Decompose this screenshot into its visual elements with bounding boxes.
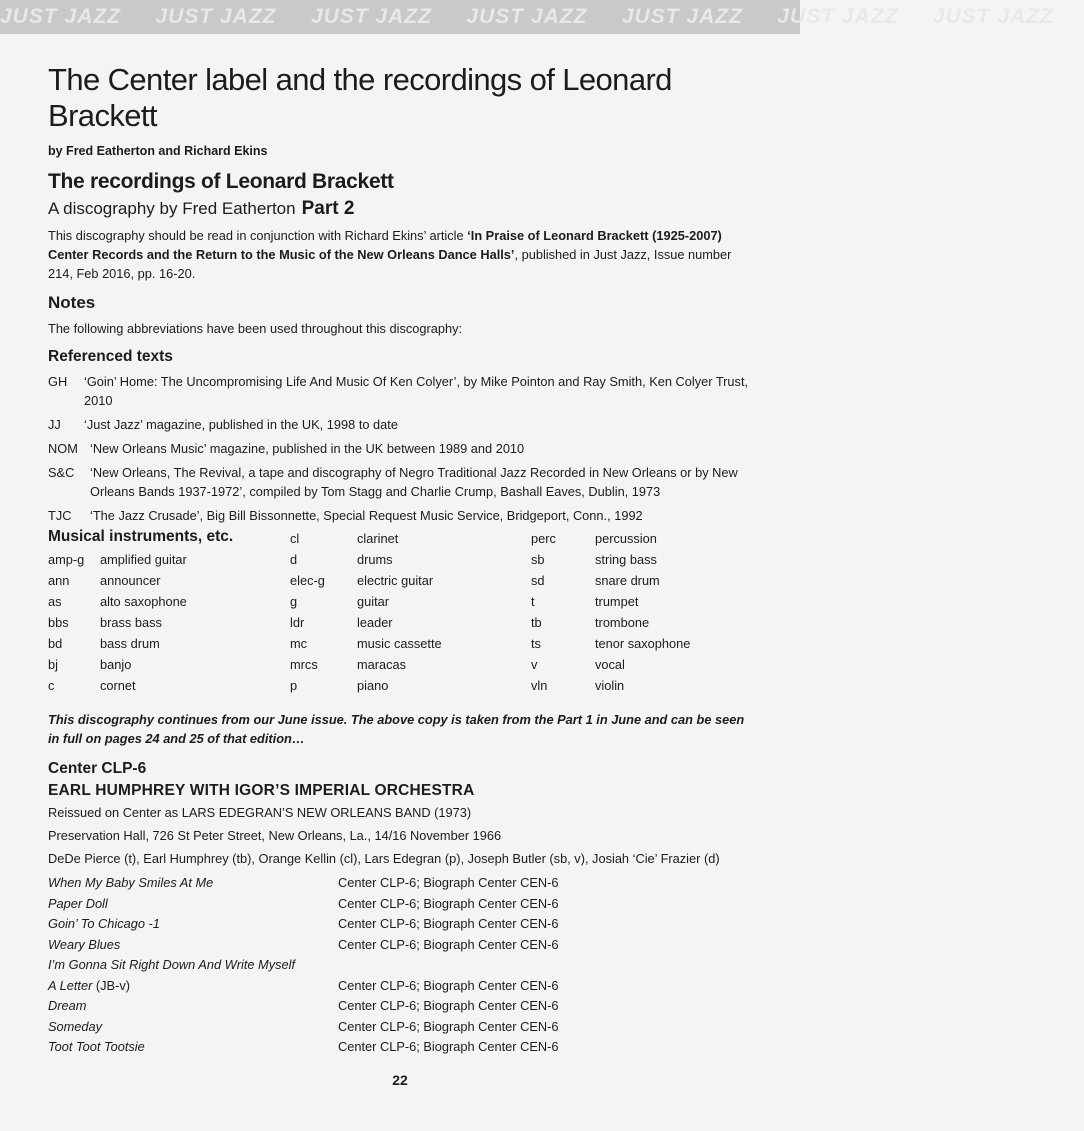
list-item: [48, 654, 290, 675]
banner-text: JUST JAZZ: [310, 5, 432, 28]
instr-abbr: ldr: [290, 615, 305, 630]
list-item: [48, 633, 290, 654]
list-item: [48, 549, 290, 570]
instr-abbr: p: [290, 678, 298, 693]
ref-abbr: TJC: [48, 508, 72, 523]
instr-name: vocal: [595, 657, 625, 672]
list-item: [290, 528, 531, 549]
instr-name: drums: [357, 552, 393, 567]
list-item: [48, 591, 290, 612]
byline: by Fred Eatherton and Richard Ekins: [48, 144, 268, 158]
list-item: [48, 439, 758, 458]
intro-paragraph: [48, 226, 758, 283]
banner-text: JUST JAZZ: [466, 5, 588, 28]
instr-abbr: elec-g: [290, 573, 325, 588]
instr-abbr: amp-g: [48, 552, 85, 567]
instr-name: announcer: [100, 573, 161, 588]
list-item: [531, 570, 745, 591]
list-item: [48, 570, 290, 591]
track-release: Center CLP-6; Biograph Center CEN-6: [338, 916, 559, 931]
track-title: I’m Gonna Sit Right Down And Write Myself: [48, 957, 296, 972]
instruments-column: [531, 528, 745, 696]
list-item: [48, 612, 290, 633]
track-release: Center CLP-6; Biograph Center CEN-6: [338, 875, 559, 890]
list-item: [531, 591, 745, 612]
notes-heading: Notes: [48, 293, 96, 312]
list-item: [290, 654, 531, 675]
track-title: Toot Toot Tootsie: [48, 1039, 145, 1054]
list-item: [48, 976, 758, 997]
track-release: Center CLP-6; Biograph Center CEN-6: [338, 1018, 559, 1034]
track-title: Someday: [48, 1018, 103, 1034]
instr-name: percussion: [595, 531, 657, 546]
subtitle-text: A discography by Fred Eatherton: [48, 199, 296, 218]
instr-name: trumpet: [595, 594, 639, 609]
list-item: [48, 372, 758, 410]
banner-text: JUST JAZZ: [155, 5, 277, 28]
list-item: [290, 570, 531, 591]
instr-abbr: g: [290, 594, 298, 609]
ref-desc: ‘The Jazz Crusade’, Big Bill Bissonnette, Special Request Music Service, Bridgeport, Conn., 1992: [90, 508, 643, 523]
track-list: [48, 873, 758, 1058]
intro-article-title: ‘In Praise of Leonard Brackett (1925-2007) Center Records and the Return to the Music of the New Orleans Dance Halls’: [48, 228, 722, 262]
track-release: Center CLP-6; Biograph Center CEN-6: [338, 977, 559, 993]
list-item: [531, 549, 745, 570]
part-label: Part 2: [301, 198, 355, 219]
list-item: [48, 1037, 758, 1058]
track-release: [448, 955, 758, 976]
track-release: Center CLP-6; Biograph Center CEN-6: [338, 895, 559, 911]
instr-name: tenor saxophone: [595, 636, 691, 651]
band-name: EARL HUMPHREY WITH IGOR’S IMPERIAL ORCHESTRA: [48, 782, 475, 799]
instruments-heading: Musical instruments, etc.: [48, 528, 234, 545]
instr-abbr: vln: [531, 678, 548, 693]
instr-name: music cassette: [357, 636, 442, 651]
instr-abbr: cl: [290, 531, 300, 546]
instr-name: amplified guitar: [100, 552, 187, 567]
instr-name: clarinet: [357, 531, 399, 546]
instr-abbr: c: [48, 678, 55, 693]
instr-abbr: bj: [48, 657, 58, 672]
list-item: [48, 873, 758, 894]
list-item: [531, 633, 745, 654]
track-title: Paper Doll: [48, 895, 108, 911]
list-item: [48, 996, 758, 1017]
track-title: Goin’ To Chicago -1: [48, 916, 160, 931]
banner-text: JUST JAZZ: [777, 5, 899, 28]
list-item: [290, 675, 531, 696]
track-title: When My Baby Smiles At Me: [48, 875, 214, 890]
instruments-column: [290, 528, 531, 696]
instr-abbr: t: [531, 594, 535, 609]
list-item: [531, 528, 745, 549]
instr-name: cornet: [100, 678, 136, 693]
instr-name: banjo: [100, 657, 132, 672]
instr-name: brass bass: [100, 615, 162, 630]
list-item: [48, 463, 758, 501]
instr-abbr: ann: [48, 573, 70, 588]
reissue-info: Reissued on Center as LARS EDEGRAN’S NEW ORLEANS BAND (1973): [48, 805, 472, 820]
list-item: [290, 591, 531, 612]
list-item: [48, 1017, 758, 1038]
venue-info: Preservation Hall, 726 St Peter Street, New Orleans, La., 14/16 November 1966: [48, 828, 502, 843]
ref-abbr: GH: [48, 374, 68, 389]
list-item: [48, 914, 758, 935]
list-item: [531, 654, 745, 675]
list-item: [290, 612, 531, 633]
track-title: Dream: [48, 998, 87, 1013]
notes-text: The following abbreviations have been used throughout this discography:: [48, 321, 463, 336]
session-label: Center CLP-6: [48, 760, 147, 777]
personnel: DeDe Pierce (t), Earl Humphrey (tb), Orange Kellin (cl), Lars Edegran (p), Joseph Butler (sb, v), Josiah ‘Cie’ Frazier (d): [48, 851, 720, 866]
section-heading: The recordings of Leonard Brackett: [48, 170, 394, 193]
instruments-column: [48, 528, 290, 696]
instr-abbr: bd: [48, 636, 63, 651]
list-item: [48, 415, 758, 434]
instr-abbr: as: [48, 594, 62, 609]
subtitle: [48, 198, 758, 220]
page-title: The Center label and the recordings of Leonard Brackett: [48, 62, 672, 133]
instr-name: leader: [357, 615, 393, 630]
instr-name: trombone: [595, 615, 650, 630]
ref-abbr: NOM: [48, 441, 78, 456]
continuation-note: This discography continues from our June issue. The above copy is taken from the Part 1 in June and can be seen in full on pages 24 and 25 of that edition…: [48, 712, 745, 746]
referenced-list: [48, 372, 758, 525]
ref-abbr: S&C: [48, 465, 75, 480]
list-item: [531, 675, 745, 696]
instr-abbr: sd: [531, 573, 545, 588]
instr-abbr: mrcs: [290, 657, 318, 672]
track-release: Center CLP-6; Biograph Center CEN-6: [338, 936, 559, 952]
instr-abbr: d: [290, 552, 298, 567]
ref-desc: ‘New Orleans, The Revival, a tape and discography of Negro Traditional Jazz Recorded in New Orleans or by New Orleans Bands 1937-1972’, compiled by Tom Stagg and Charlie Crump, Bashall Eaves, Dublin, 1973: [90, 465, 738, 499]
instr-name: alto saxophone: [100, 594, 187, 609]
masthead-banner: [0, 0, 1054, 34]
ref-abbr: JJ: [48, 417, 61, 432]
instr-abbr: sb: [531, 552, 545, 567]
list-item: [48, 675, 290, 696]
instr-name: snare drum: [595, 573, 660, 588]
referenced-heading: Referenced texts: [48, 348, 173, 365]
banner-text: JUST JAZZ: [0, 5, 122, 28]
banner-text: JUST JAZZ: [932, 5, 1054, 28]
list-item: [290, 633, 531, 654]
instr-abbr: v: [531, 657, 538, 672]
instr-name: maracas: [357, 657, 407, 672]
track-release: Center CLP-6; Biograph Center CEN-6: [338, 998, 559, 1013]
track-title: Weary Blues: [48, 936, 121, 952]
instr-name: bass drum: [100, 636, 160, 651]
ref-desc: ‘New Orleans Music’ magazine, published in the UK between 1989 and 2010: [90, 441, 525, 456]
article: [48, 62, 758, 1058]
list-item: [48, 935, 758, 956]
instr-name: string bass: [595, 552, 657, 567]
track-title: A Letter (JB-v): [48, 977, 131, 993]
instr-abbr: tb: [531, 615, 542, 630]
instr-name: piano: [357, 678, 389, 693]
list-item: [531, 612, 745, 633]
intro-pre: This discography should be read in conjunction with Richard Ekins’ article: [48, 228, 468, 243]
list-item: [48, 955, 758, 976]
instr-abbr: ts: [531, 636, 541, 651]
intro-post: , published in Just Jazz, Issue number 214, Feb 2016, pp. 16-20.: [48, 247, 732, 281]
instr-abbr: bbs: [48, 615, 69, 630]
instruments-table: [48, 528, 758, 696]
instr-name: guitar: [357, 594, 390, 609]
banner-text: JUST JAZZ: [621, 5, 743, 28]
track-release: Center CLP-6; Biograph Center CEN-6: [338, 1039, 559, 1054]
list-item: [48, 894, 758, 915]
list-item: [290, 549, 531, 570]
instr-name: electric guitar: [357, 573, 434, 588]
instr-name: violin: [595, 678, 625, 693]
page-number: 22: [392, 1072, 408, 1088]
instr-abbr: perc: [531, 531, 556, 546]
ref-desc: ‘Just Jazz’ magazine, published in the UK, 1998 to date: [84, 417, 398, 432]
instr-abbr: mc: [290, 636, 308, 651]
ref-desc: ‘Goin’ Home: The Uncompromising Life And Music Of Ken Colyer’, by Mike Pointon and Ray Smith, Ken Colyer Trust, 2010: [84, 374, 749, 408]
list-item: [48, 506, 758, 525]
